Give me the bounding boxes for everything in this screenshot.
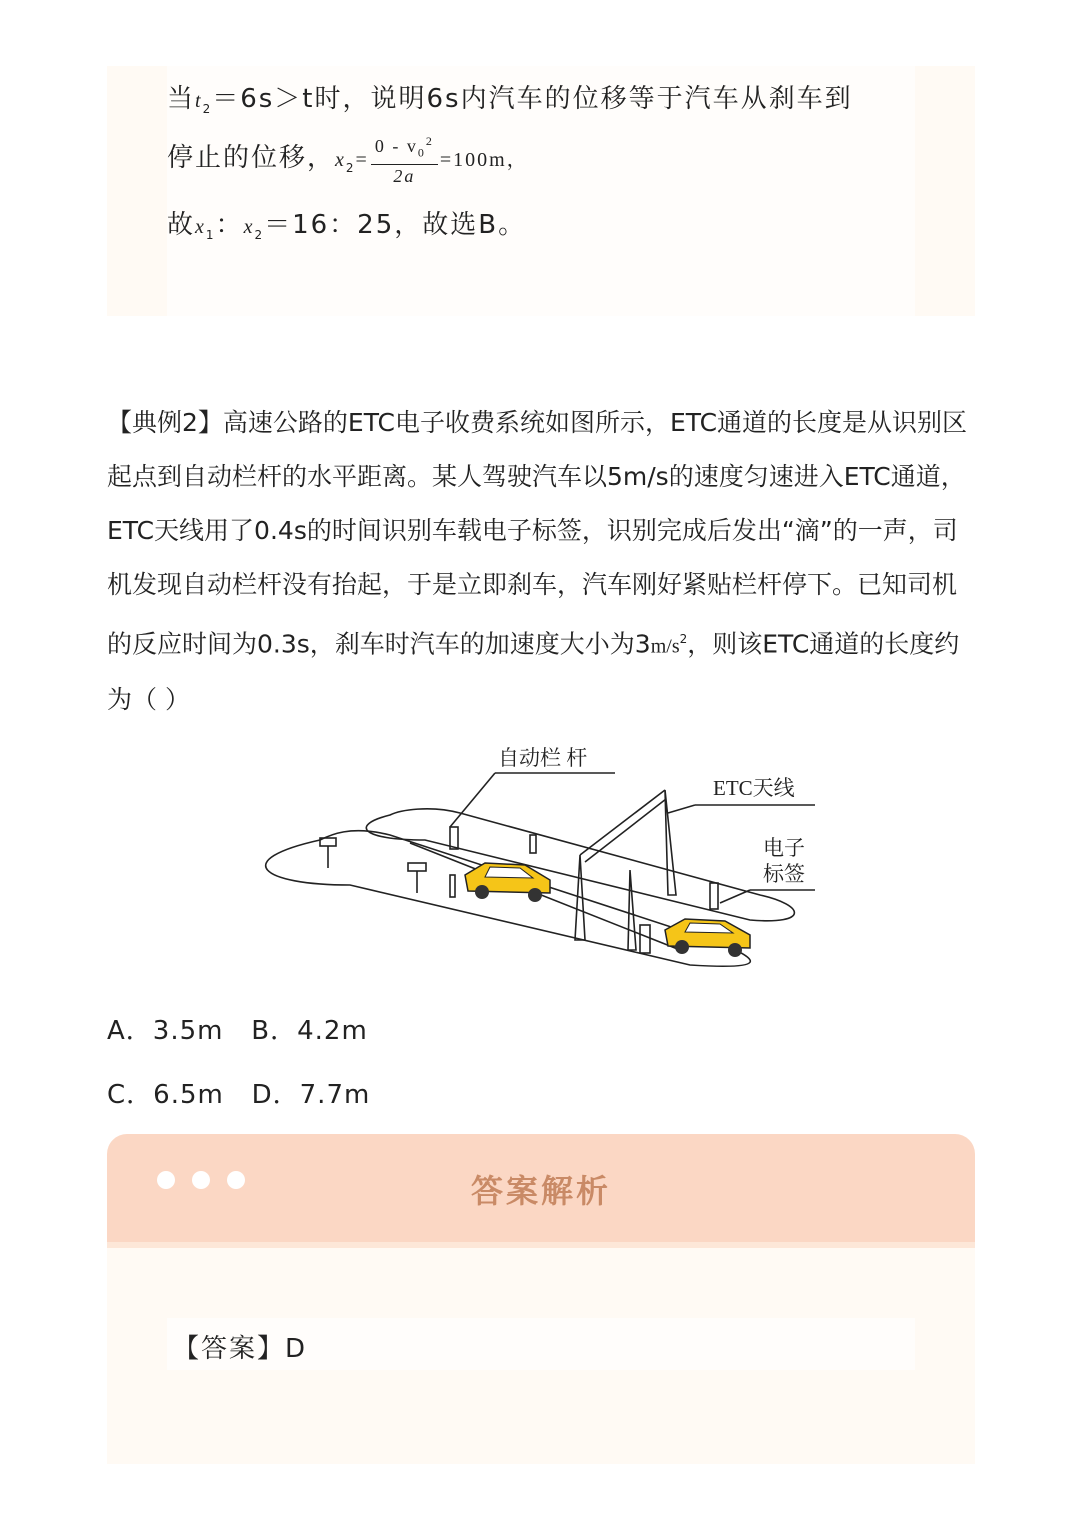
var-x2: x: [243, 216, 255, 238]
solution-line-2: [167, 130, 529, 187]
colon: ：: [215, 210, 244, 240]
label-gate: 自动栏 杆: [498, 746, 588, 770]
car-1: [465, 863, 550, 902]
leader-tag: [720, 890, 750, 903]
var-x1: x: [195, 216, 206, 238]
solution-text: 停止的位移，: [167, 142, 336, 173]
question-text: [107, 396, 977, 727]
equals-sign: =: [355, 148, 369, 171]
solution-line-1: [167, 78, 853, 116]
options-row-2: C．6.5m D．7.7m: [107, 1080, 371, 1110]
fraction-numerator: [371, 130, 438, 165]
fraction: [371, 130, 438, 187]
solution-text: 故: [167, 210, 196, 240]
answer-title: 答案解析: [470, 1172, 611, 1210]
solution-text: ＝6s＞t时，说明6s内汽车的位移等于汽车从刹车到: [212, 84, 853, 114]
solution-result: =100m，: [439, 148, 529, 171]
etc-diagram: [250, 735, 830, 980]
solution-text: 当: [167, 84, 196, 114]
solution-text: ＝16：25，故选B。: [264, 210, 527, 240]
post: [710, 883, 718, 909]
leader-antenna: [668, 805, 695, 813]
var-x: x: [335, 148, 346, 171]
subscript: 2: [202, 102, 213, 117]
gantry-beam: [585, 799, 666, 862]
question-tail: ，则该ETC通道的长度约为（ ）: [107, 629, 960, 715]
answer-text: 【答案】D: [173, 1334, 308, 1364]
label-antenna: ETC天线: [713, 776, 795, 800]
sign: [408, 863, 426, 871]
gantry-beam: [580, 790, 665, 855]
barrier-post: [640, 925, 650, 953]
solution-line-3: [167, 204, 526, 242]
numerator-text: 0 - v: [374, 136, 418, 156]
question-body: 【典例2】高速公路的ETC电子收费系统如图所示，ETC通道的长度是从识别区起点到自动栏杆的水平距离。某人驾驶汽车以5m/s的速度匀速进入ETC通道，ETC天线用了0.4s的时间识别车载电子标签，识别完成后发出“滴”的一声，司机发现自动栏杆没有抬起，于是立即刹车，汽车刚好紧贴栏杆停下。已知司机的反应时间为0.3s，刹车时汽车的加速度大小为3: [107, 408, 968, 659]
car-2: [665, 919, 750, 957]
leader-gate: [450, 773, 495, 827]
fraction-denominator: 2a: [393, 165, 416, 186]
post: [450, 875, 455, 897]
subscript: 2: [254, 228, 265, 243]
answer-card: [107, 1134, 975, 1464]
post: [530, 835, 536, 853]
answer-header: [107, 1134, 975, 1248]
tag-pole: [628, 870, 636, 950]
var-t: t: [195, 90, 203, 112]
options-row-1: A．3.5m B．4.2m: [107, 1016, 368, 1046]
gantry-leg: [665, 790, 676, 895]
subscript: 2: [345, 160, 356, 175]
label-tag-1: 电子: [763, 836, 805, 860]
superscript: 2: [425, 134, 434, 148]
subscript: 0: [417, 145, 426, 160]
label-tag-2: 标签: [763, 862, 805, 886]
superscript: 2: [679, 632, 688, 646]
unit: m/s: [650, 635, 680, 658]
subscript: 1: [205, 228, 216, 243]
